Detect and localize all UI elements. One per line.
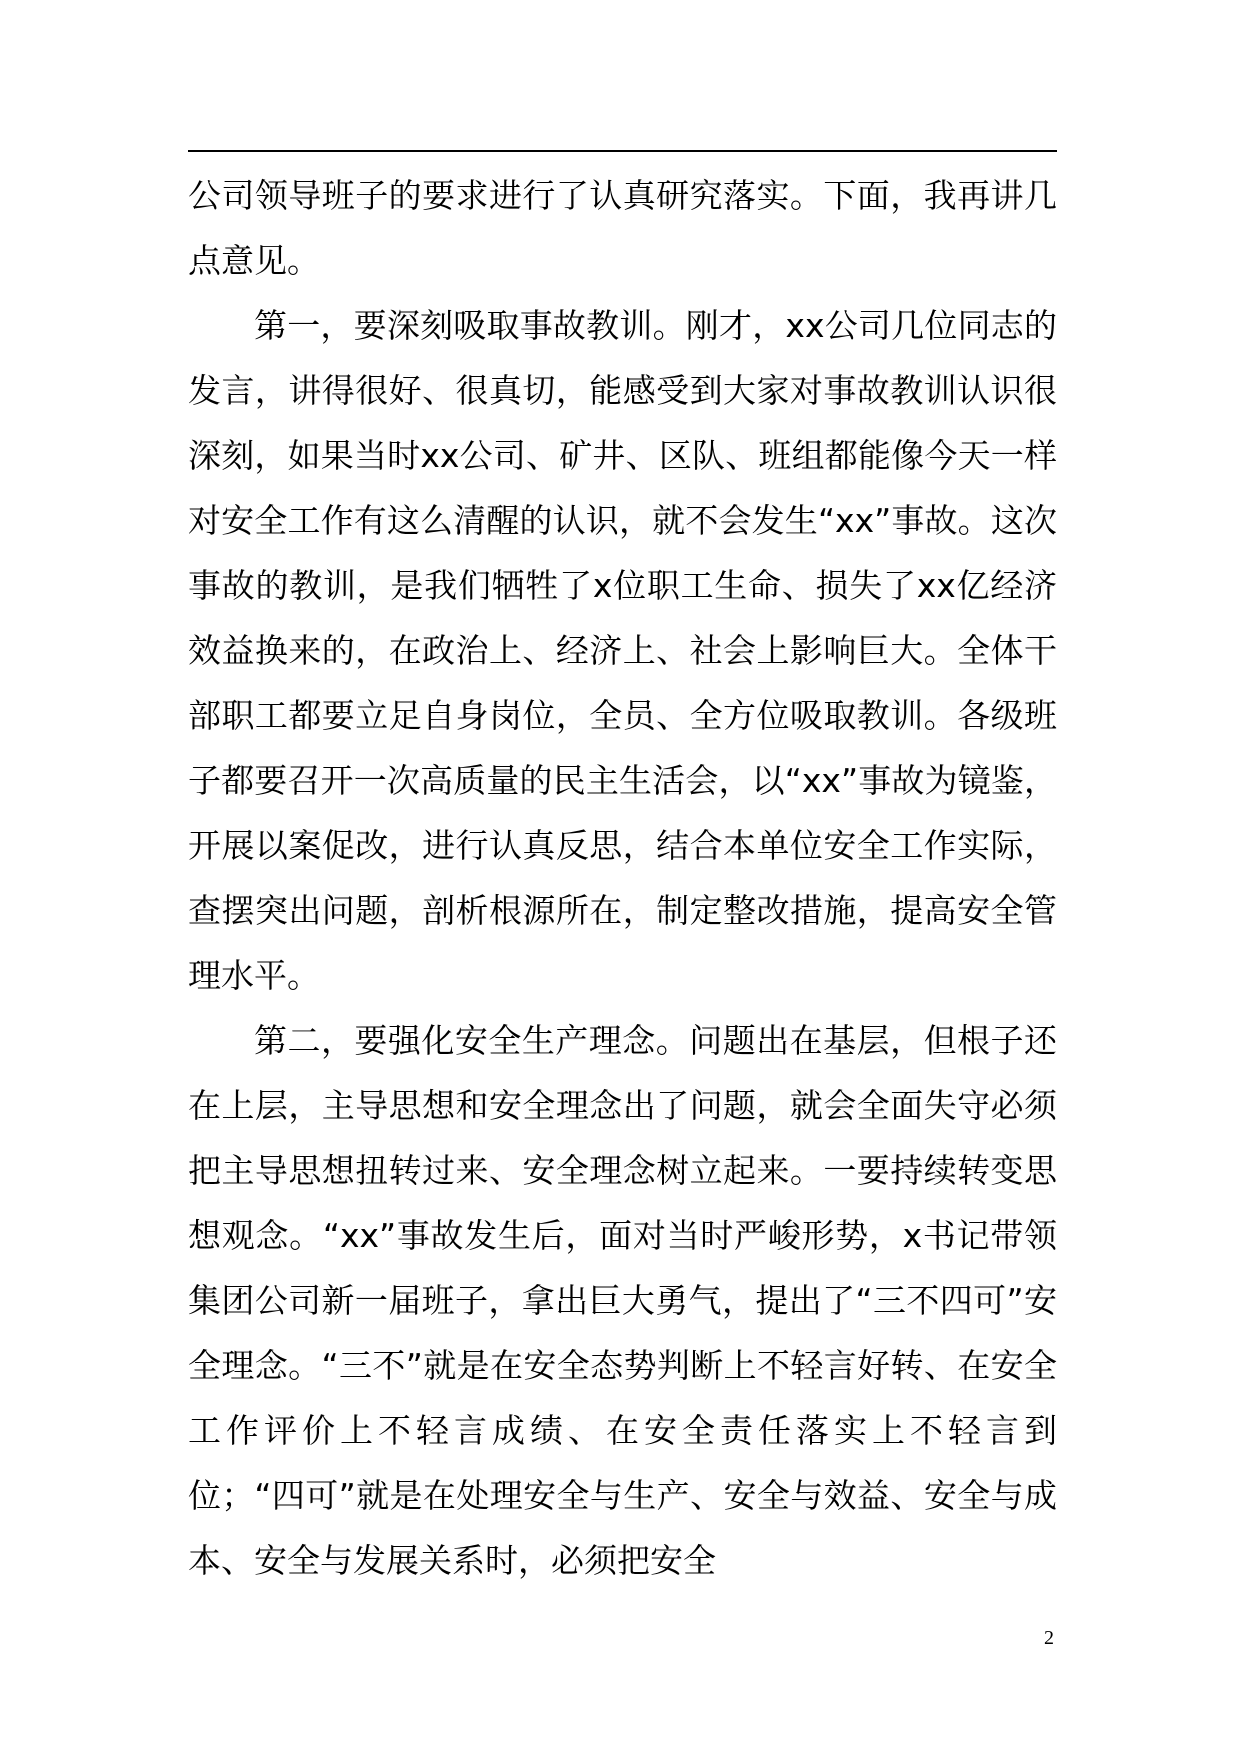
paragraph-2: 第一，要深刻吸取事故教训。刚才，xx公司几位同志的发言，讲得很好、很真切，能感受到大家对事故教训认识很深刻，如果当时xx公司、矿井、区队、班组都能像今天一样对安全工作有这么清醒的认识，就不会发生“xx”事故。这次事故的教训，是我们牺牲了x位职工生命、损失了xx亿经济效益换来的，在政治上、经济上、社会上影响巨大。全体干部职工都要立足自身岗位，全员、全方位吸取教训。各级班子都要召开一次高质量的民主生活会，以“xx”事故为镜鉴，开展以案促改，进行认真反思，结合本单位安全工作实际，查摆突出问题，剖析根源所在，制定整改措施，提高安全管理水平。: [188, 306, 1057, 995]
page-number: 2: [1044, 1627, 1054, 1649]
paragraph-3: 第二，要强化安全生产理念。问题出在基层，但根子还在上层，主导思想和安全理念出了问题，就会全面失守必须把主导思想扭转过来、安全理念树立起来。一要持续转变思想观念。“xx”事故发生后，面对当时严峻形势，x书记带领集团公司新一届班子，拿出巨大勇气，提出了“三不四可”安全理念。“三不”就是在安全态势判断上不轻言好转、在安全工作评价上不轻言成绩、在安全责任落实上不轻言到位；“四可”就是在处理安全与生产、安全与效益、安全与成本、安全与发展关系时，必须把安全: [188, 1021, 1057, 1580]
body-text: [188, 163, 1057, 1593]
paragraph-1: 公司领导班子的要求进行了认真研究落实。下面，我再讲几点意见。: [188, 176, 1057, 280]
header-rule: [188, 150, 1057, 152]
